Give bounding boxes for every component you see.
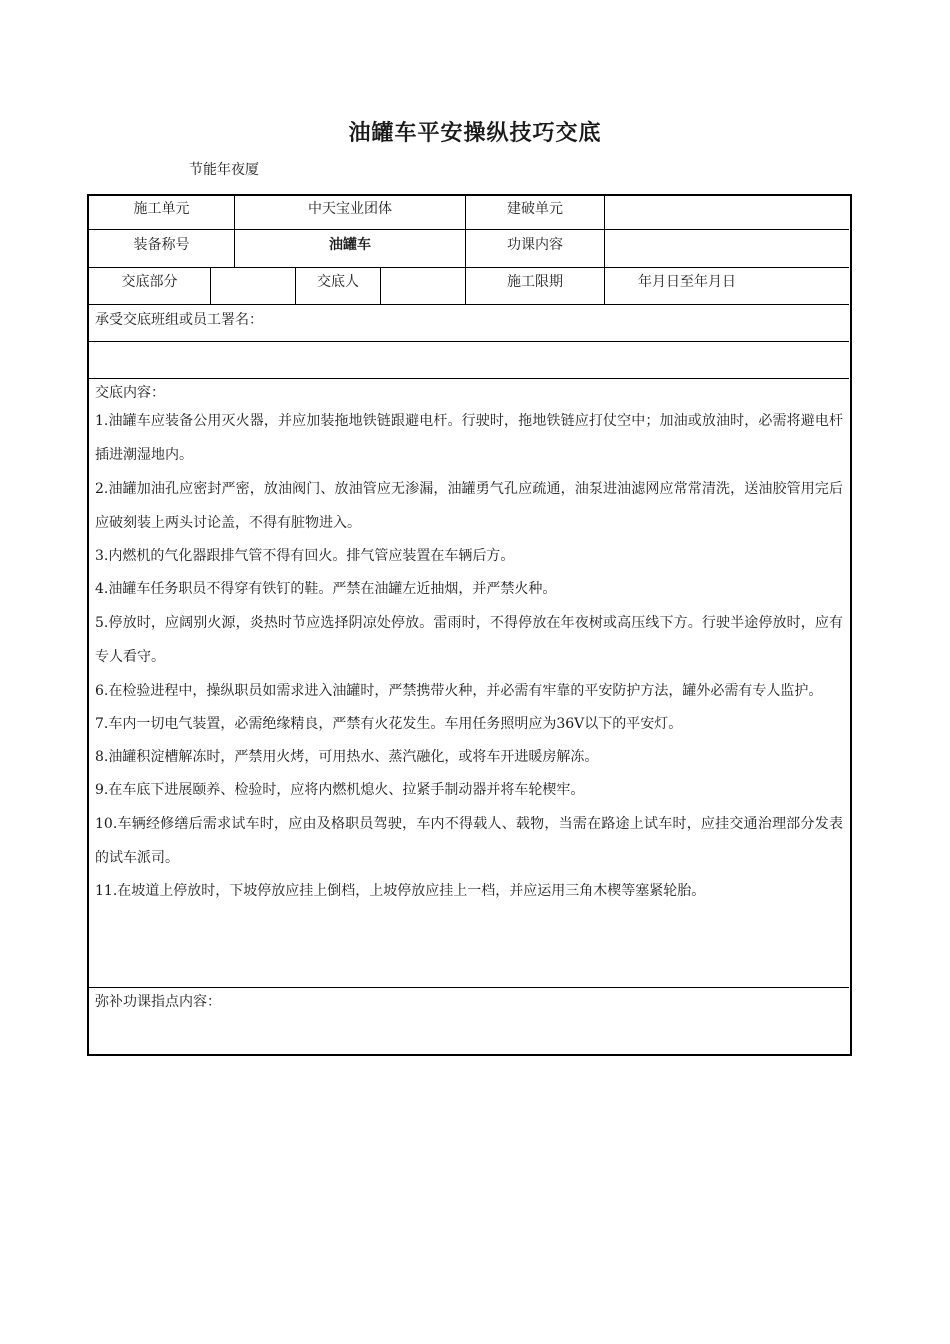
construction-unit-label: 施工单元 [133,201,190,217]
content-item: 9.在车底下进展颐养、检验时，应将内燃机熄火、拉紧手制动器并将车轮楔牢。 [95,782,585,798]
construction-period-label: 施工限期 [507,274,563,290]
supplement-guidance-label: 弥补功课指点内容： [95,994,221,1010]
content-item: 2.油罐加油孔应密封严密，放油阀门、放油管应无渗漏，油罐勇气孔应疏通，油泵进油滤网应常常清洗，送油胶管用完后应破刻装上两头讨论盖，不得有脏物进入。 [95,481,843,531]
content-item: 6.在检验进程中，操纵职员如需求进入油罐时，严禁携带火种，并必需有牢靠的平安防护方法，罐外必需有专人监护。 [95,683,823,699]
content-item: 4.油罐车任务职员不得穿有铁钉的鞋。严禁在油罐左近抽烟，并严禁火种。 [95,581,557,597]
column-divider [604,196,605,304]
column-divider [210,267,211,304]
project-name: 节能年夜厦 [189,162,259,178]
construction-period-value: 年月日至年月日 [638,274,736,290]
content-item: 8.油罐积淀槽解冻时，严禁用火烤，可用热水、蒸汽融化，或将车开进暖房解冻。 [95,749,599,765]
content-item: 3.内燃机的气化器跟排气管不得有回火。排气管应装置在车辆后方。 [95,548,515,564]
signature-label: 承受交底班组或员工署名： [95,312,263,328]
discloser-label: 交底人 [317,274,359,290]
row-divider [88,341,849,342]
content-item: 10.车辆经修缮后需求试车时，应由及格职员驾驶，车内不得载人、载物，当需在路途上试车时，应挂交通治理部分发表的试车派司。 [95,816,843,866]
content-item: 11.在坡道上停放时，下坡停放应挂上倒档，上坡停放应挂上一档，并应运用三角木楔等塞紧轮胎。 [95,883,706,899]
row-divider [88,229,849,230]
build-unit-label: 建破单元 [507,201,563,217]
work-content-label: 功课内容 [507,237,563,253]
construction-unit-value: 中天宝业团体 [308,201,392,217]
row-divider [88,378,849,379]
equipment-name-label: 装备称号 [133,237,190,253]
document-title: 油罐车平安操纵技巧交底 [348,121,602,146]
content-item: 5.停放时，应阔别火源，炎热时节应选择阴凉处停放。雷雨时，不得停放在年夜树或高压线下方。行驶半途停放时，应有专人看守。 [95,615,843,665]
disclosure-content [95,382,843,908]
row-divider [88,304,849,305]
row-divider [88,267,849,268]
content-item: 7.车内一切电气装置，必需绝缘精良，严禁有火花发生。车用任务照明应为36V以下的平安灯。 [95,716,683,732]
content-item: 1.油罐车应装备公用灭火器，并应加装拖地铁链跟避电杆。行驶时，拖地铁链应打仗空中；加油或放油时，必需将避电杆插进潮湿地内。 [95,413,843,463]
equipment-name-value: 油罐车 [329,237,371,253]
content-heading: 交底内容： [95,385,165,401]
disclosure-department-label: 交底部分 [121,274,178,290]
row-divider [88,987,849,988]
column-divider [380,267,381,304]
